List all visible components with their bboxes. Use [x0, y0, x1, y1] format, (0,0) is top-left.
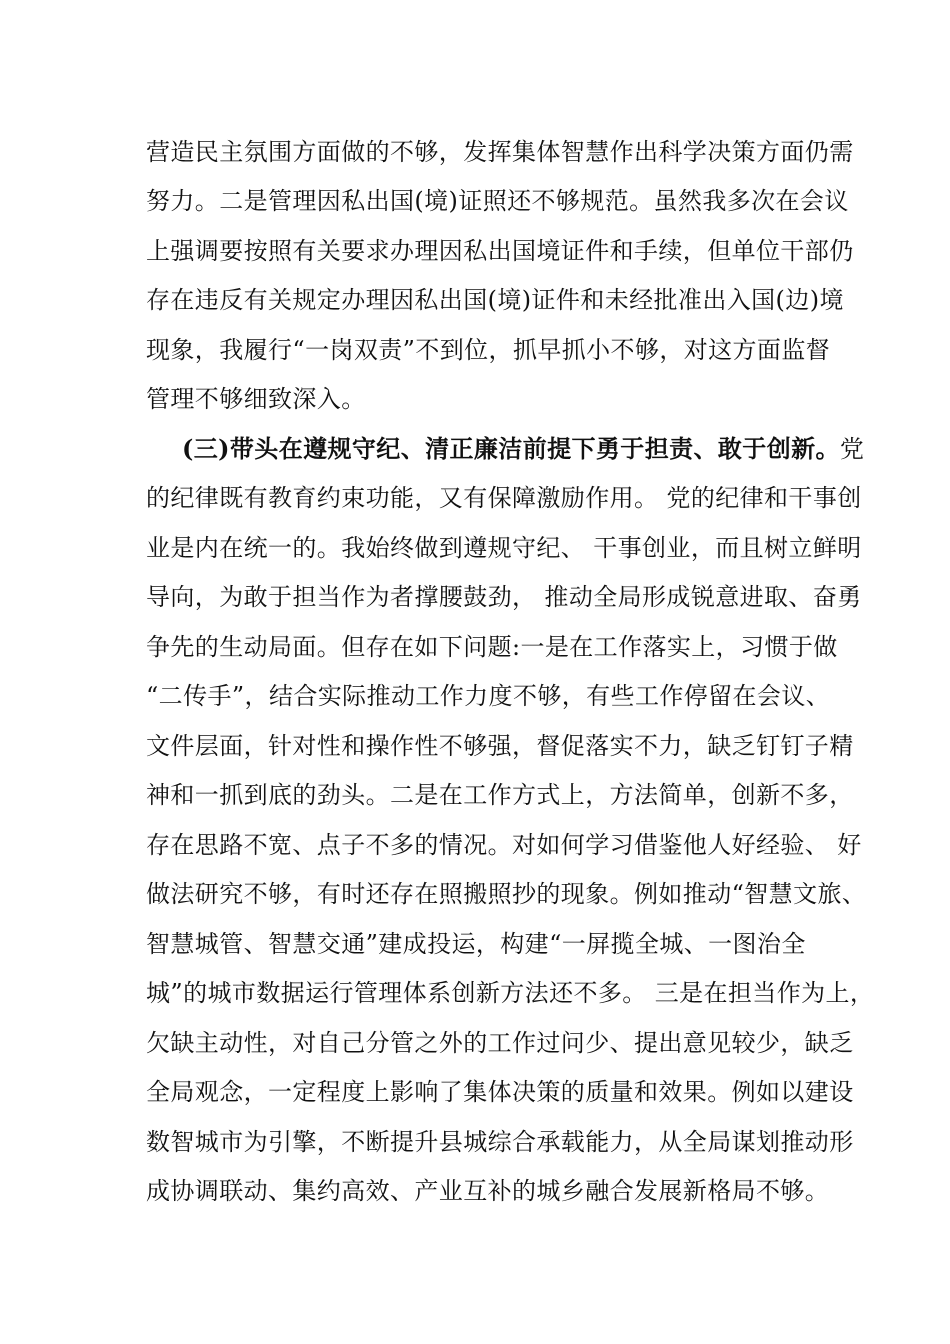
text-line: “二传手”，结合实际推动工作力度不够，有些工作停留在会议、 — [146, 682, 831, 710]
text-line: 的纪律既有教育约束功能，又有保障激励作用。 党的纪律和干事创 — [146, 484, 862, 512]
text-line: 成协调联动、集约高效、产业互补的城乡融合发展新格局不够。 — [146, 1177, 830, 1205]
text-line: 存在违反有关规定办理因私出国(境)证件和未经批准出入国(边)境 — [146, 286, 844, 314]
text-line: 上强调要按照有关要求办理因私出国境证件和手续，但单位干部仍 — [146, 237, 854, 265]
heading-trailing-text: 党 — [839, 435, 865, 463]
text-line: 智慧城管、智慧交通”建成投运，构建“一屏揽全城、一图治全 — [146, 930, 806, 958]
text-line: 全局观念，一定程度上影响了集体决策的质量和效果。例如以建设 — [146, 1078, 854, 1106]
text-line: 业是内在统一的。我始终做到遵规守纪、 干事创业，而且树立鲜明 — [146, 534, 862, 562]
text-line: 导向，为敢于担当作为者撑腰鼓劲， 推动全局形成锐意进取、奋勇 — [146, 583, 862, 611]
text-line: 文件层面，针对性和操作性不够强，督促落实不力，缺乏钉钉子精 — [146, 732, 854, 760]
text-line: 现象，我履行“一岗双责”不到位，抓早抓小不够，对这方面监督 — [146, 336, 831, 364]
section-heading-line — [182, 434, 864, 464]
text-line: 管理不够细致深入。 — [146, 385, 366, 413]
text-line: 神和一抓到底的劲头。二是在工作方式上，方法简单，创新不多， — [146, 781, 854, 809]
text-line: 数智城市为引擎，不断提升县城综合承载能力，从全局谋划推动形 — [146, 1128, 854, 1156]
text-line: 欠缺主动性，对自己分管之外的工作过问少、提出意见较少，缺乏 — [146, 1029, 854, 1057]
text-line: 做法研究不够，有时还存在照搬照抄的现象。例如推动“智慧文旅、 — [146, 880, 867, 908]
text-line: 存在思路不宽、点子不多的情况。对如何学习借鉴他人好经验、 好 — [146, 831, 862, 859]
text-line: 争先的生动局面。但存在如下问题:一是在工作落实上，习惯于做 — [146, 633, 838, 661]
text-line: 城”的城市数据运行管理体系创新方法还不多。 三是在担当作为上， — [146, 979, 875, 1007]
text-line: 努力。二是管理因私出国(境)证照还不够规范。虽然我多次在会议 — [146, 187, 849, 215]
text-line: 营造民主氛围方面做的不够，发挥集体智慧作出科学决策方面仍需 — [146, 138, 854, 166]
section-heading: (三)带头在遵规守纪、清正廉洁前提下勇于担责、敢于创新。 — [182, 434, 840, 463]
